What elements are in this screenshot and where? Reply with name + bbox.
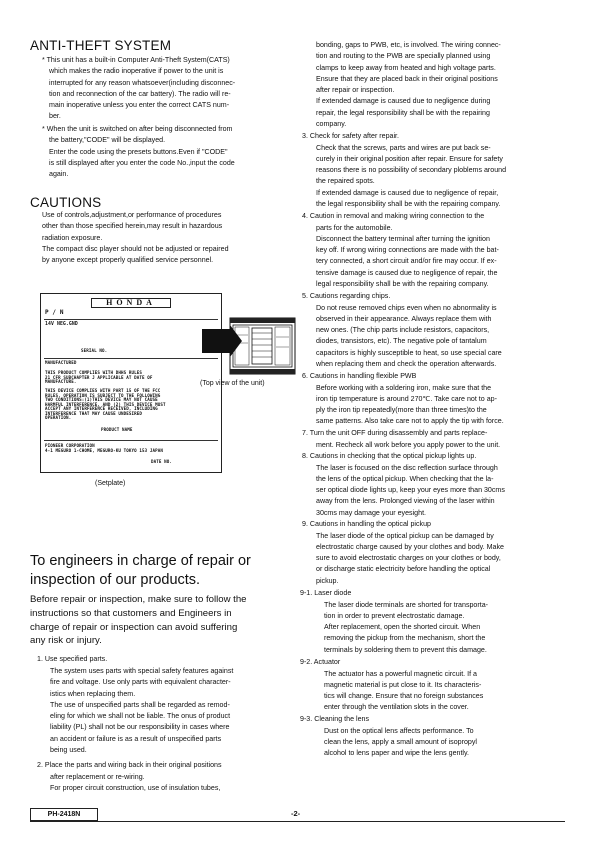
text-line: charge of repair or inspection can avoid suffering <box>30 621 238 633</box>
setplate-dhhs-line: MANUFACTURE. <box>45 379 77 384</box>
text-line: radiation exposure. <box>42 233 103 242</box>
text-line: To engineers in charge of repair or <box>30 553 251 569</box>
text-line: The actuator has a powerful magnetic circuit. If a <box>324 669 477 678</box>
text-line: tics will change. Ensure that no foreign substances <box>324 692 484 701</box>
item-3-title: 3. Check for safety after repair. <box>302 132 399 140</box>
text-line: repair, the legal responsibility shall be with the repairing <box>316 108 490 117</box>
text-line: If extended damage is caused due to negligence during <box>316 97 491 106</box>
text-line: After replacement, open the shorted circuit. When <box>324 623 481 632</box>
setplate-fcc-line: RULES. OPERATION IS SUBJECT TO THE FOLLOWING <box>45 392 161 398</box>
item-2-continued <box>316 40 566 130</box>
item-9-body <box>316 531 504 587</box>
item-9-1-title: 9-1. Laser diode <box>300 589 352 597</box>
text-line: any risk or injury. <box>30 635 102 647</box>
item-7-body <box>316 440 500 451</box>
text-line: interrupted for any reason whatsoever(including disconnec- <box>49 78 236 87</box>
setplate-fcc-line: THIS DEVICE COMPLIES WITH PART 15 OF THE FCC <box>45 388 161 393</box>
item-9-3-title: 9-3. Cleaning the lens <box>300 715 370 723</box>
text-line: * When the unit is switched on after being disconnected from <box>42 125 233 133</box>
text-line: the legal responsibility shall be with the repairing company. <box>316 199 501 208</box>
text-line: ply the iron tip repeatedly(more than three times)to the <box>316 406 487 415</box>
text-line: Check that the screws, parts and wires are put back se- <box>316 143 491 152</box>
text-line: ber. <box>49 112 61 121</box>
text-line: removing the pickup from the mechanism, short the <box>324 634 486 643</box>
text-line: after repair or inspection. <box>316 86 395 95</box>
setplate-fcc-line: ACCEPT ANY INTERFERENCE RECEIVED, INCLUDING <box>45 406 158 411</box>
setplate-date: DATE NO. <box>151 459 172 464</box>
setplate-fcc-line: OPERATION. <box>45 415 72 420</box>
text-line: liability (PL) shall not be our responsibility in cases where <box>50 723 230 732</box>
text-line: For proper circuit construction, use of insulation tubes, <box>50 784 221 793</box>
item-1-body <box>50 666 295 756</box>
text-line: Disconnect the battery terminal after turning the ignition <box>316 234 490 243</box>
text-line: The system uses parts with special safety features against <box>50 667 234 675</box>
text-line: other than those specified herein,may result in hazardous <box>42 222 223 231</box>
text-line: tion and reconnection of the car battery). The radio will re- <box>49 89 231 98</box>
text-line: tensive damage is caused due to negligence of repair, the <box>316 268 498 277</box>
text-line: diodes, transistors, etc). The negative pole of tantalum <box>316 337 487 346</box>
setplate-maker-address: 4-1 MEGURO 1-CHOME, MEGURO-KU TOKYO 153 JAPAN <box>45 448 163 453</box>
setplate-caption: (Setplate) <box>95 480 126 487</box>
text-line: instructions so that customers and Engineers in <box>30 607 232 619</box>
text-line: magnetic material is put close to it. Its characteris- <box>324 680 482 689</box>
text-line: parts for the automobile. <box>316 223 393 232</box>
text-line: The laser diode terminals are shorted for transporta- <box>324 600 489 609</box>
item-4-title: 4. Caution in removal and making wiring connection to the <box>302 212 485 220</box>
unit-top-view <box>200 315 300 385</box>
item-9-3-body <box>324 726 477 760</box>
item-8-body <box>316 463 505 519</box>
item-5-title: 5. Cautions regarding chips. <box>302 292 391 300</box>
text-line: The laser is focused on the disc reflection surface through <box>316 463 498 472</box>
text-line: reasons there is no possibility of secondary ploblems around <box>316 166 507 175</box>
text-line: clean the lens, apply a small amount of isopropyl <box>324 737 477 746</box>
divider <box>44 440 218 441</box>
text-line: when replacing them and check the operation afterwards. <box>316 359 497 368</box>
item-1-title: 1. Use specified parts. <box>37 655 108 663</box>
anti-theft-bullet-1 <box>42 55 280 123</box>
page-number: -2- <box>291 809 301 818</box>
text-line: an accident or failure is as a result of unspecified parts <box>50 734 222 743</box>
text-line: istics when replacing them. <box>50 689 136 698</box>
text-line: Use of controls,adjustment,or performance of procedures <box>42 211 222 219</box>
text-line: new ones. (The chip parts include resistors, capacitors, <box>316 326 490 335</box>
text-line: If extended damage is caused due to negligence of repair, <box>316 188 499 197</box>
item-6-title: 6. Cautions in handling flexible PWB <box>302 372 417 380</box>
text-line: ment. Recheck all work before you apply power to the unit. <box>316 440 501 449</box>
text-line: the repaired spots. <box>316 177 375 186</box>
anti-theft-bullet-2 <box>42 124 280 180</box>
divider <box>44 358 218 359</box>
item-2-body <box>50 772 220 795</box>
text-line: by anyone except properly qualified service personnel. <box>42 256 214 265</box>
text-line: electrostatic charge caused by your clothes and body. Make <box>316 542 504 551</box>
item-6-body <box>316 383 504 428</box>
text-line: pickup. <box>316 576 339 585</box>
setplate-manufactured: MANUFACTURED <box>45 360 77 365</box>
text-line: inspection of our products. <box>30 572 201 588</box>
item-9-title: 9. Cautions in handling the optical pickup <box>302 520 431 528</box>
honda-logo: HONDA <box>91 298 171 308</box>
setplate-dhhs-line: 21 CFR SUBCHAPTER J APPLICABLE AT DATE OF <box>45 374 153 380</box>
text-line: tion in order to prevent electrostatic damage. <box>324 611 465 620</box>
text-line: being used. <box>50 746 87 755</box>
text-line: which makes the radio inoperative if power to the unit is <box>49 67 224 76</box>
item-9-1-body <box>324 600 488 656</box>
item-9-2-title: 9-2. Actuator <box>300 658 341 666</box>
setplate-dhhs-line: THIS PRODUCT COMPLIES WITH DHHS RULES <box>45 370 142 375</box>
text-line: The laser diode of the optical pickup can be damaged by <box>316 531 494 540</box>
setplate-product-name: PRODUCT NAME <box>101 427 133 432</box>
cautions-title: CAUTIONS <box>30 195 102 210</box>
text-line: same patterns. Also take care not to apply the tip with force. <box>316 417 504 426</box>
engineers-title <box>30 552 251 590</box>
unit-illustration <box>200 315 300 385</box>
text-line: key off. If wrong wiring connections are made with the bat- <box>316 246 499 255</box>
text-line: iron tip temperature is around 270℃. Take care not to ap- <box>316 394 497 403</box>
setplate-fcc-line: INTERFERENCE THAT MAY CAUSE UNDESIRED <box>45 410 142 416</box>
text-line: capacitors is highly susceptible to heat, so use special care <box>316 348 502 357</box>
model-number: PH-2418N <box>30 808 98 821</box>
cautions-paragraph-1 <box>42 210 282 266</box>
item-8-title: 8. Cautions in checking that the optical pickup lights up. <box>302 452 477 460</box>
text-line: tery connected, a short circuit and/or fire may occur. If ex- <box>316 257 497 266</box>
setplate-serial: SERIAL NO. <box>81 348 108 353</box>
item-4-body <box>316 223 499 291</box>
text-line: Before repair or inspection, make sure to follow the <box>30 594 247 605</box>
text-line: observed in their appearance. Always replace them with <box>316 314 492 323</box>
item-3-body <box>316 143 506 211</box>
item-2-title: 2. Place the parts and wiring back in their original positions <box>37 761 222 769</box>
text-line: the lens of the optical pickup. When checking that the la- <box>316 474 494 483</box>
setplate-pn: P / N <box>45 309 64 316</box>
text-line: tion and routing to the PWB are specially planned using <box>316 52 491 61</box>
text-line: enter through the ventilation slots in the cover. <box>324 703 469 712</box>
divider <box>44 319 218 320</box>
text-line: * This unit has a built-in Computer Anti-Theft System(CATS) <box>42 56 230 64</box>
engineers-intro <box>30 593 247 648</box>
text-line: or discharge static electricity before handling the optical <box>316 565 491 574</box>
text-line: eling for which we shall not be liable. The onus of product <box>50 712 231 721</box>
text-line: 30cms may damage your eyesight. <box>316 508 427 517</box>
text-line: Enter the code using the presets buttons.Even if "CODE" <box>49 147 228 156</box>
text-line: away from the lens. Prolonged viewing of the laser within <box>316 497 495 506</box>
text-line: after replacement or re-wiring. <box>50 773 145 781</box>
text-line: main inoperative unless you enter the correct CATS num- <box>49 101 230 110</box>
setplate-maker: PIONEER CORPORATION <box>45 443 95 448</box>
text-line: the battery,"CODE" will be displayed. <box>49 136 166 145</box>
text-line: terminals by soldering them to prevent this damage. <box>324 645 487 654</box>
text-line: Ensure that they are placed back in their original positions <box>316 74 498 83</box>
unit-caption: (Top view of the unit) <box>200 380 265 387</box>
text-line: legal responsibility shall be with the repairing company. <box>316 279 489 288</box>
text-line: Dust on the optical lens affects performance. To <box>324 726 474 735</box>
text-line: again. <box>49 170 69 179</box>
anti-theft-title: ANTI-THEFT SYSTEM <box>30 38 172 53</box>
text-line: ser optical diode lights up, keep your eyes more than 30cms <box>316 486 505 495</box>
text-line: clamps to keep away from heated and high voltage parts. <box>316 63 496 72</box>
text-line: is still displayed after you enter the code No.,input the code <box>49 158 235 167</box>
setplate-fcc-line: TWO CONDITIONS:(1)THIS DEVICE MAY NOT CAUSE <box>45 397 158 402</box>
text-line: fire and voltage. Use only parts with equivalent character- <box>50 678 231 687</box>
text-line: The compact disc player should not be adjusted or repaired <box>42 244 229 253</box>
item-9-2-body <box>324 669 483 714</box>
text-line: curely in their original position after repair. Ensure for safety <box>316 154 503 163</box>
setplate-fcc-line: HARMFUL INTERFERENCE, AND (2) THIS DEVICE MUST <box>45 401 166 407</box>
setplate-label <box>40 293 222 473</box>
text-line: The use of unspecified parts shall be regarded as remod- <box>50 700 230 709</box>
text-line: Before working with a soldering iron, make sure that the <box>316 383 492 392</box>
item-5-body <box>316 303 502 371</box>
text-line: bonding, gaps to PWB, etc, is involved. The wiring connec- <box>316 41 501 49</box>
setplate-voltage: 14V NEG.GND <box>45 322 78 327</box>
text-line: sure to avoid electrostatic charges on your clothes or body, <box>316 554 501 563</box>
text-line: Do not reuse removed chips even when no abnormality is <box>316 303 497 312</box>
item-7-title: 7. Turn the unit OFF during disassembly and parts replace- <box>302 429 488 437</box>
text-line: company. <box>316 120 347 129</box>
text-line: alcohol to lens paper and wipe the lens gently. <box>324 749 469 758</box>
footer-rule <box>30 821 565 822</box>
